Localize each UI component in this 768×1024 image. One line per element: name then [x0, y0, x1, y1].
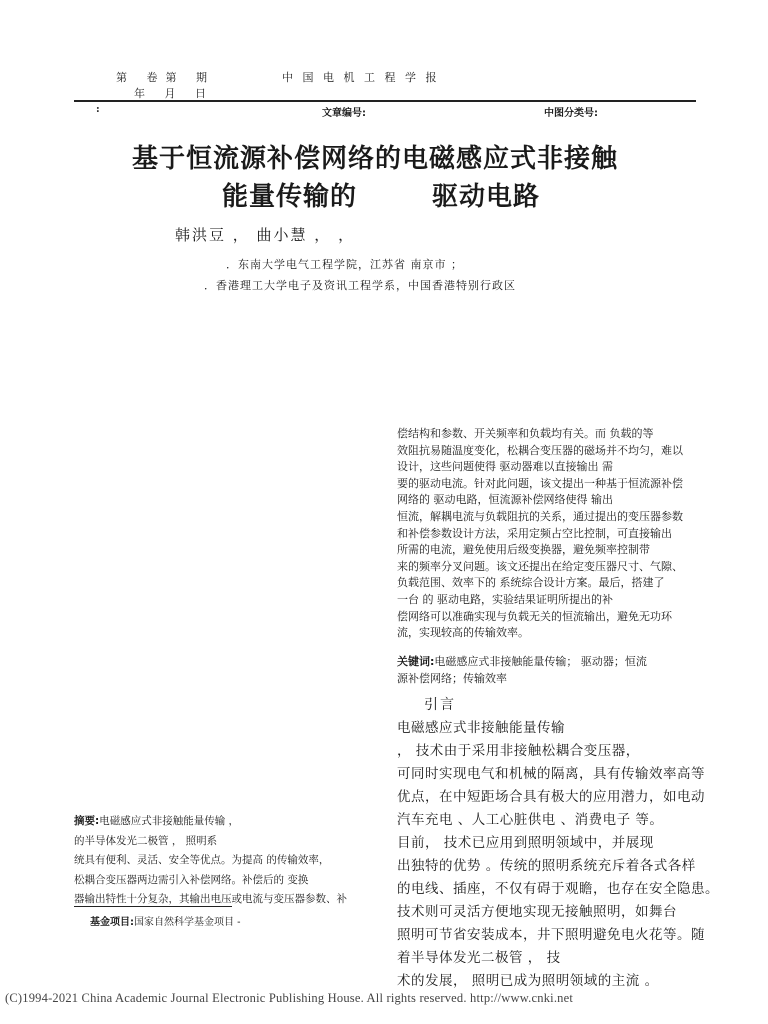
- abstract-line: 和补偿参数设计方法，采用定频占空比控制，可直接输出: [397, 526, 672, 540]
- footnote-rule: [74, 906, 232, 907]
- abstract-line: 所需的电流，避免使用后级变换器，避免频率控制带: [397, 543, 650, 557]
- intro-line: 汽车充电 、人工心脏供电 、消费电子 等。: [397, 812, 664, 828]
- keywords-block: [397, 653, 700, 687]
- abstract-line: 统具有便利、灵活、安全等优点。为提高 的传输效率，: [74, 854, 330, 866]
- intro-line: 可同时实现电气和机械的隔离，具有传输效率高等: [397, 766, 705, 782]
- abstract-label: 摘要:: [74, 815, 100, 827]
- affiliation-2: ．香港理工大学电子及资讯工程学系，中国香港特别行政区: [204, 279, 516, 292]
- intro-line: 术的发展， 照明已成为照明领域的主流 。: [397, 973, 659, 989]
- author-list: 韩洪豆 ， 曲小慧 ， ，: [175, 226, 356, 244]
- intro-line: 着半导体发光二极管 ， 技: [397, 950, 561, 966]
- header-rule: [74, 100, 696, 102]
- abstract-line: 负载范围、效率下的 系统综合设计方案。最后，搭建了: [397, 576, 665, 590]
- keywords-line-2: 源补偿网络；传输效率: [397, 672, 507, 685]
- issue-volume-number: 第 卷第 期: [116, 71, 215, 84]
- paper-title-line-2b: 驱动电路: [432, 182, 541, 212]
- abstract-line: 的半导体发光二极管 ， 照明系: [74, 834, 218, 847]
- abstract-line: 偿结构和参数、开关频率和负载均有关。而 负载的等: [397, 427, 654, 440]
- paper-title-line-1: 基于恒流源补偿网络的电磁感应式非接触: [132, 144, 619, 174]
- abstract-line: 恒流，解耦电流与负载阻抗的关系，通过提出的变压器参数: [397, 509, 683, 523]
- abstract-line: 设计，这些问题使得 驱动器难以直接输出 需: [397, 460, 613, 474]
- intro-line: 技术则可灵活方便地实现无接触照明，如舞台: [397, 904, 677, 920]
- funding-text: 国家自然科学基金项目 -: [134, 917, 241, 928]
- funding-label: 基金项目:: [90, 917, 134, 928]
- abstract-line: 松耦合变压器两边需引入补偿网络。补偿后的 变换: [74, 873, 309, 886]
- abstract-line: 来的频率分叉问题。该文还提出在给定变压器尺寸、气隙、: [397, 559, 683, 573]
- funding-note: [90, 913, 241, 928]
- abstract-continuation: [397, 426, 700, 642]
- keywords-label: 关键词:: [397, 655, 435, 668]
- intro-line: 的电线、插座，不仅有碍于观瞻，也存在安全隐患。: [397, 881, 719, 897]
- abstract-line: 网络的 驱动电路，恒流源补偿网络使得 输出: [397, 493, 613, 507]
- abstract-line: 偿网络可以准确实现与负载无关的恒流输出，避免无功环: [397, 609, 672, 623]
- intro-line: ， 技术由于采用非接触松耦合变压器，: [397, 743, 640, 759]
- journal-name: 中国电机工程学报: [282, 71, 446, 84]
- issue-date: 年 月 日: [134, 87, 214, 100]
- abstract-line: 要的驱动电流。针对此问题，该文提出一种基于恒流源补偿: [397, 476, 683, 490]
- abstract-line: 器输出特性十分复杂，其输出电压或电流与变压器参数、补: [74, 893, 347, 905]
- article-number-label: 文章编号:: [322, 108, 366, 119]
- abstract-line: 电磁感应式非接触能量传输 ，: [99, 815, 240, 827]
- header-colon: :: [96, 104, 100, 115]
- paper-title-line-2a: 能量传输的: [222, 182, 358, 212]
- section-heading-introduction: 引言: [424, 697, 456, 713]
- keywords-line-1: 电磁感应式非接触能量传输； 驱动器；恒流: [434, 655, 647, 668]
- classification-number-label: 中图分类号:: [544, 108, 598, 119]
- intro-line: 照明可节省安装成本，井下照明避免电火花等。随: [397, 927, 705, 943]
- copyright-notice: (C)1994-2021 China Academic Journal Electronic Publishing House. All rights reserved. http://www.cnki.net: [5, 991, 574, 1005]
- intro-line: 电磁感应式非接触能量传输: [397, 720, 565, 736]
- affiliation-1: ．东南大学电气工程学院，江苏省 南京市 ；: [226, 258, 463, 271]
- abstract-line: 效阻抗易随温度变化，松耦合变压器的磁场并不均匀，难以: [397, 443, 683, 457]
- introduction-text: [397, 717, 719, 993]
- abstract-line: 流，实现较高的传输效率。: [397, 626, 529, 640]
- abstract-line: 一台 的 驱动电路，实验结果证明所提出的补: [397, 592, 613, 606]
- intro-line: 目前， 技术已应用到照明领域中，并展现: [397, 835, 654, 851]
- intro-line: 出独特的优势 。传统的照明系统充斥着各式各样: [397, 858, 696, 874]
- intro-line: 优点，在中短距场合具有极大的应用潜力，如电动: [397, 789, 705, 805]
- abstract-block: [74, 812, 386, 910]
